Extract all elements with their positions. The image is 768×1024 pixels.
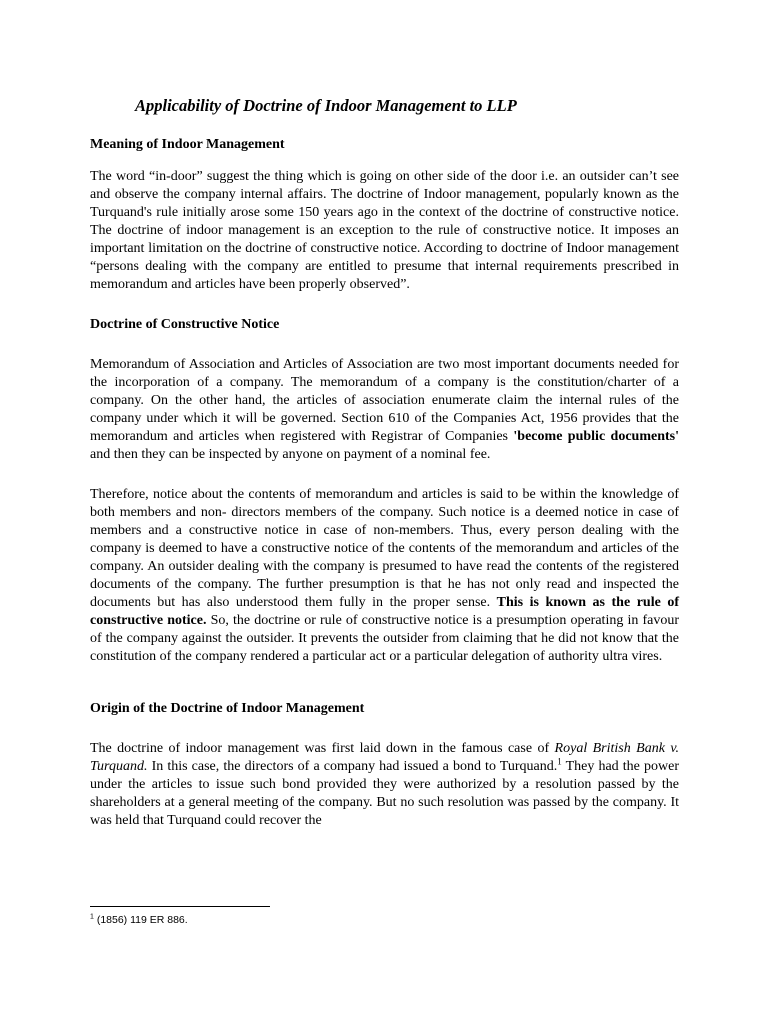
paragraph-text: The doctrine of indoor management was first laid down in the famous case of: [90, 741, 550, 756]
paragraph-text: Therefore, notice about the contents of memorandum and articles is said to be within the knowledge of both members and non- directors members of the company. Such notice is a deemed notice in case of members and a constructive notice in case of non-members. Thus, every person dealing with the company is deemed to have a constructive notice of the contents of the memorandum and articles of the company. An outsider dealing with the company is presumed to have read the contents of the registered documents of the company. The further presumption is that he has not only read and inspected the documents but has also understood them fully in the proper sense.: [90, 487, 679, 610]
paragraph-text: and then they can be inspected by anyone on payment of a nominal fee.: [90, 447, 491, 462]
paragraph-constructive-notice-2: [90, 486, 679, 666]
section-heading-meaning: Meaning of Indoor Management: [90, 137, 285, 152]
paragraph-origin: [90, 740, 679, 830]
footnote-reference[interactable]: 1: [557, 756, 562, 767]
paragraph-meaning: The word “in-door” suggest the thing which is going on other side of the door i.e. an outsider can’t see and observe the company internal affairs. The doctrine of Indoor management, popularly known as the Turquand's rule initially arose some 150 years ago in the context of the doctrine of constructive notice. The doctrine of indoor management is an exception to the rule of constructive notice. It imposes an important limitation on the doctrine of constructive notice. According to doctrine of Indoor management “persons dealing with the company are entitled to presume that internal requirements prescribed in memorandum and articles have been properly observed”.: [90, 169, 679, 292]
footnote: [90, 913, 188, 927]
bold-phrase: This is known as the rule of constructive notice.: [90, 595, 680, 628]
paragraph-text: Memorandum of Association and Articles of Association are two most important documents needed for the incorporation of a company. The memorandum of a company is the constitution/charter of a company. On the other hand, the articles of association enumerate claim the internal rules of the company under which it will be governed. Section 610 of the Companies Act, 1956 provides that the memorandum and articles when registered with Registrar of Companies: [90, 357, 679, 444]
document-title: Applicability of Doctrine of Indoor Management to LLP: [135, 96, 517, 115]
paragraph-text: In this case, the directors of a company had issued a bond to Turquand.: [151, 759, 558, 774]
paragraph-constructive-notice-1: [90, 356, 679, 464]
section-heading-constructive-notice: Doctrine of Constructive Notice: [90, 317, 280, 332]
section-heading-origin: Origin of the Doctrine of Indoor Management: [90, 701, 365, 716]
paragraph-text: So, the doctrine or rule of constructive notice is a presumption operating in favour of the company against the outsider. It prevents the outsider from claiming that he did not know that the constitution of the company rendered a particular act or a particular delegation of authority ultra vires.: [90, 613, 679, 664]
document-page: [90, 96, 679, 830]
paragraph-text: They had the power under the articles to issue such bond provided they were authorized by a resolution passed by the shareholders at a general meeting of the company. But no such resolution was passed by the company. It was held that Turquand could recover the: [90, 759, 679, 828]
footnote-separator: [90, 906, 270, 907]
bold-phrase: 'become public documents': [513, 429, 680, 444]
footnote-marker: 1: [90, 913, 94, 921]
case-name: Royal British Bank v. Turquand.: [90, 741, 679, 774]
footnote-text: (1856) 119 ER 886.: [96, 914, 188, 926]
